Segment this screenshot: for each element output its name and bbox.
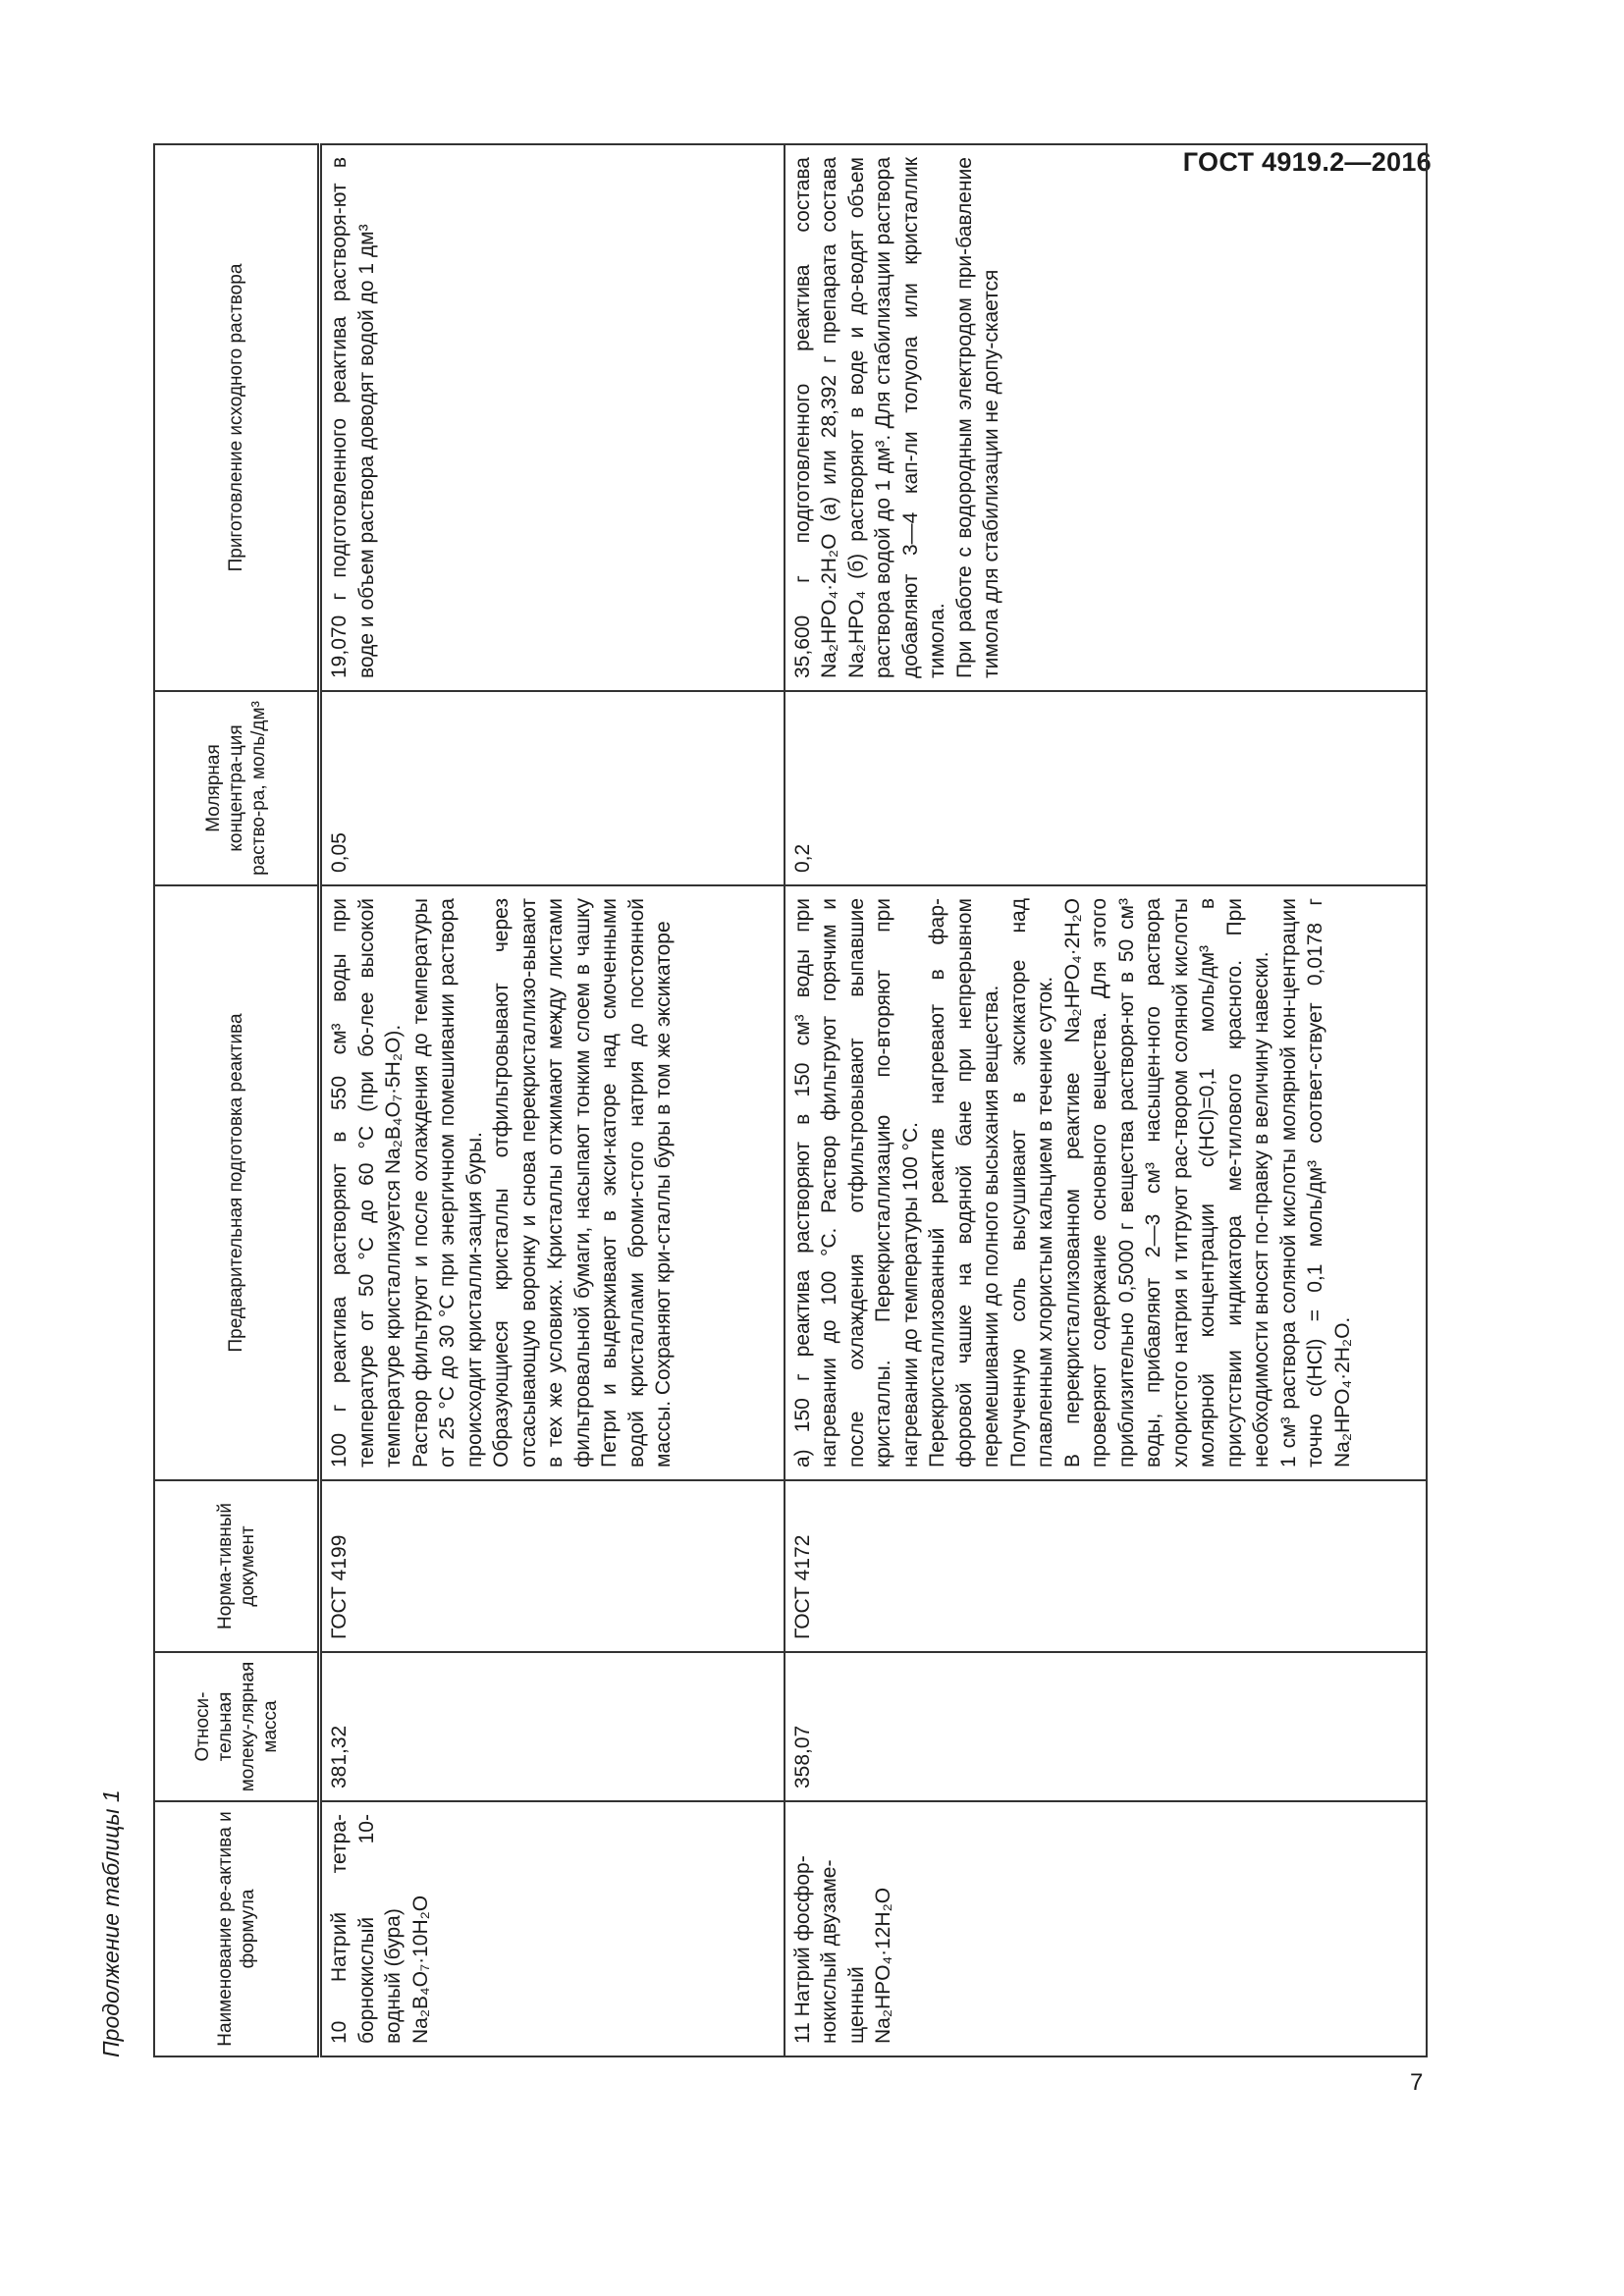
prep-paragraph: 100 г реактива растворяют в 550 см³ воды при температуре от 50 °С до 60 °С (при бо-лее высокой температуре кристаллизуется Na₂B₄O₇·5H₂O). (328, 898, 406, 1468)
molar-mass-cell: 381,32 (320, 1652, 785, 1801)
normative-doc-cell: ГОСТ 4172 (785, 1480, 1427, 1652)
reagent-name-cell (320, 1801, 785, 2056)
reagent-formula: Na₂HPO₄·12H₂O (872, 1887, 895, 2044)
solution-paragraph: При работе с водородным электродом при-бавление тимола для стабилизации не допу-скается (952, 157, 1003, 678)
prep-paragraph: а) 150 г реактива растворяют в 150 см³ воды при нагревании до 100 °С. Раствор фильтруют горячим и после охлаждения отфильтровывают выпавшие кристаллы. Перекристаллизацию по-вторяют при нагревании до температуры 100 °С. (790, 898, 922, 1468)
prep-paragraph: Перекристаллизованный реактив нагревают в фар-форовой чашке на водяной бане при непрерывном перемешивании до полного высыхания вещества. (926, 898, 1003, 1468)
preparation-cell (785, 885, 1427, 1480)
table-header-row (154, 144, 320, 2056)
solution-cell (320, 144, 785, 691)
reagent-formula: Na₂B₄O₇·10H₂O (408, 1895, 432, 2044)
header-mass: Относи-тельная молеку-лярная масса (154, 1652, 320, 1801)
page-number: 7 (1410, 2069, 1424, 2096)
reagent-name: 11 Натрий фосфор-нокислый двузаме-щенный (790, 1855, 868, 2044)
prep-paragraph: 1 см³ раствора соляной кислоты молярной кон-центрации точно с(HCl) = 0,1 моль/дм³ соответ-ствует 0,0178 г Na₂HPO₄·2H₂O. (1276, 898, 1354, 1468)
header-name: Наименование ре-активa и формула (154, 1801, 320, 2056)
table-caption: Продолжение таблицы 1 (98, 1789, 124, 2057)
header-prep: Предварительная подготовка реактива (154, 885, 320, 1480)
concentration-cell: 0,05 (320, 691, 785, 885)
solution-paragraph: 19,070 г подготовленного реактива растворя-ют в воде и объем раствора доводят водой до 1 дм³ (328, 157, 378, 678)
header-doc: Норма-тивный документ (154, 1480, 320, 1652)
table-row (785, 144, 1427, 2056)
header-solution: Приготовление исходного раствора (154, 144, 320, 691)
document-code: ГОСТ 4919.2—2016 (1182, 147, 1432, 177)
molar-mass-cell: 358,07 (785, 1652, 1427, 1801)
prep-paragraph: В перекристаллизованном реактиве Na₂HPO₄·2H₂O проверяют содержание основного вещества. Для этого приблизительно 0,5000 г вещества растворя-ют в 50 см³ воды, прибавляют 2—3 см³ насыщен-ного раствора хлористого натрия и титруют рас-твором соляной кислоты молярной концентрации с(HCl)=0,1 моль/дм³ в присутствии индикатора ме-тилового красного. При необходимости вносят по-правку в величину навески. (1060, 898, 1273, 1468)
table-row (320, 144, 785, 2056)
normative-doc-cell: ГОСТ 4199 (320, 1480, 785, 1652)
header-concentration: Молярная концентра-ция раство-ра, моль/дм³ (154, 691, 320, 885)
solution-paragraph: 35,600 г подготовленного реактива состава Na₂HPO₄·2H₂O (а) или 28,392 г препарата состава Na₂HPO₄ (б) растворяют в воде и до-водят объем раствора водой до 1 дм³. Для стабилизации раствора добавляют 3—4 кап-ли толуола или кристаллик тимола. (790, 157, 949, 678)
preparation-cell (320, 885, 785, 1480)
reagent-table (153, 143, 1428, 2057)
prep-paragraph: Полученную соль высушивают в эксикаторе над плавленным хлористым кальцием в течение суток. (1006, 898, 1057, 1468)
reagent-name-cell (785, 1801, 1427, 2056)
reagent-name: 10 Натрий тетра-борнокислый 10-водный (бура) (328, 1814, 406, 2044)
prep-paragraph: Раствор фильтруют и после охлаждения до температуры от 25 °С до 30 °С при энергичном помешивании раствора происходит кристалли-зация буры. (408, 898, 486, 1468)
concentration-cell: 0,2 (785, 691, 1427, 885)
prep-paragraph: Образующиеся кристаллы отфильтровывают через отсасывающую воронку и снова перекристаллизо-вывают в тех же условиях. Кристаллы отжимают между листами фильтровальной бумаги, насыпают тонким слоем в чашку Петри и выдерживают в экси-каторе над смоченными водой кристаллами броми-стого натрия до постоянной массы. Сохраняют кри-сталлы буры в том же эксикаторе (490, 898, 676, 1468)
solution-cell (785, 144, 1427, 691)
